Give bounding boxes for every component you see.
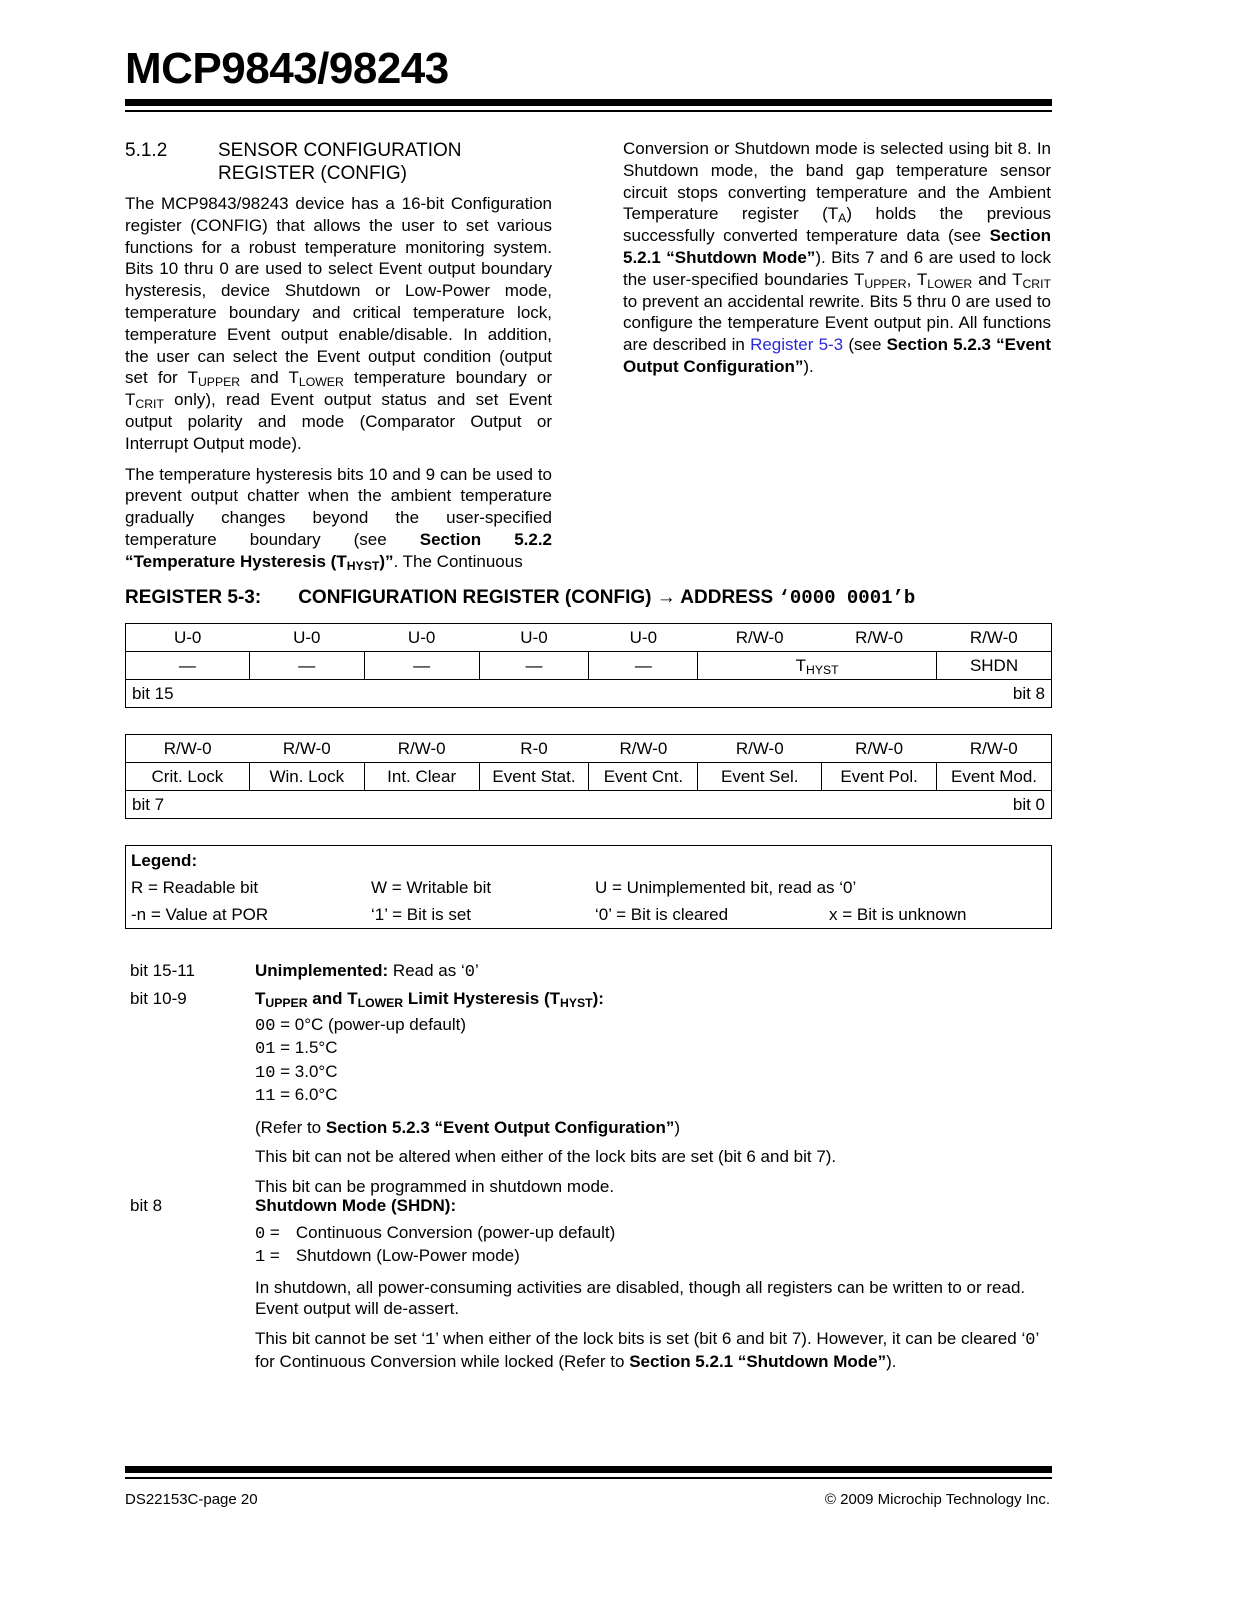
refer-note: (Refer to Section 5.2.3 “Event Output Configuration”) xyxy=(255,1117,681,1137)
bit-access: R/W-0 xyxy=(126,735,250,763)
option: 1 = Shutdown (Low-Power mode) xyxy=(255,1246,520,1267)
bit-access: R/W-0 xyxy=(589,735,698,763)
bit-description: Unimplemented: Read as ‘0’ xyxy=(255,961,479,982)
header-rule-thick xyxy=(125,99,1052,106)
bit-name: Event Stat. xyxy=(479,763,589,791)
register-address: ‘0000 0001’b xyxy=(778,587,916,609)
bit-access: R/W-0 xyxy=(822,735,937,763)
bit-name: Crit. Lock xyxy=(126,763,250,791)
note: In shutdown, all power-consuming activities are disabled, though all registers can be written to or read. Event output will de-assert. xyxy=(255,1277,1026,1318)
bit-name: Event Mod. xyxy=(937,763,1052,791)
option: 11 = 6.0°C xyxy=(255,1085,338,1106)
bit-access: U-0 xyxy=(479,624,589,652)
legend-item: -n = Value at POR xyxy=(131,905,269,924)
bit-name: — xyxy=(249,652,364,680)
section-title-line1: SENSOR CONFIGURATION xyxy=(218,140,462,161)
bit-access: R/W-0 xyxy=(937,624,1052,652)
bit-name-shdn: SHDN xyxy=(937,652,1052,680)
option-list xyxy=(255,1222,1050,1269)
bit-description xyxy=(255,988,1050,1197)
bit-range-end: bit 8 xyxy=(589,680,1052,708)
legend-item: x = Bit is unknown xyxy=(829,905,967,924)
section-title xyxy=(218,139,462,185)
bit-label: bit 15-11 xyxy=(130,961,195,980)
bit-label: bit 10-9 xyxy=(130,989,187,1008)
legend-item: ‘0’ = Bit is cleared xyxy=(595,905,729,924)
paragraph: The MCP9843/98243 device has a 16-bit Configuration register (CONFIG) that allows the user to set various functions for a robust temperature monitoring system. Bits 10 thru 0 are used to select Event output boundary hysteresis, device Shutdown or Low-Power mode, temperature boundary and critical temperature lock, temperature Event output enable/disable. In addition, the user can select the Event output condition (output set for $T_{UPPER}$ and $T_{LOWER}$ temperature boundary or $T_{CRIT}$ only), read Event output status and set Event output polarity and mode (Comparator Output or Interrupt Output mode). xyxy=(125,194,552,453)
option: 0 = Continuous Conversion (power-up default) xyxy=(255,1222,616,1244)
footer-page-number: DS22153C-page 20 xyxy=(125,1491,258,1508)
footer-rule-thick xyxy=(125,1466,1052,1473)
bit-range-start: bit 15 xyxy=(126,680,589,708)
register-high-byte xyxy=(125,623,1052,708)
bit-name: — xyxy=(126,652,250,680)
bit-access: R/W-0 xyxy=(698,624,822,652)
legend-box xyxy=(125,845,1052,929)
footer-rule-thin xyxy=(125,1477,1052,1479)
bit-access: U-0 xyxy=(364,624,479,652)
legend-item: W = Writable bit xyxy=(371,878,492,897)
option: 10 = 3.0°C xyxy=(255,1061,338,1083)
bit-name: — xyxy=(589,652,698,680)
bit-access: R/W-0 xyxy=(937,735,1052,763)
bit-access: R/W-0 xyxy=(364,735,479,763)
register-5-3-link[interactable]: Register 5-3 xyxy=(750,335,844,355)
bit-description-title: $T_{UPPER}$ and $T_{LOWER}$ Limit Hysteresis $(T_{HYST})$: xyxy=(255,989,604,1011)
legend-item: ‘1’ = Bit is set xyxy=(371,905,471,924)
register-label: REGISTER 5-3: xyxy=(125,587,262,608)
legend-title: Legend: xyxy=(131,851,198,870)
register-name: CONFIGURATION REGISTER (CONFIG) → ADDRESS xyxy=(298,587,779,608)
section-title-line2: REGISTER (CONFIG) xyxy=(218,163,407,184)
bit-range-start: bit 7 xyxy=(126,791,589,819)
bit-name: — xyxy=(364,652,479,680)
bit-name-thyst: $T_{HYST}$ xyxy=(698,652,937,680)
bit-description-title: Shutdown Mode (SHDN): xyxy=(255,1196,457,1215)
header-rule-thin xyxy=(125,110,1052,112)
note: This bit cannot be set ‘1’ when either of the lock bits is set (bit 6 and bit 7). However, it can be cleared ‘0’ for Continuous Conversion while locked (Refer to Section 5.2.1 “Shutdown Mode”). xyxy=(255,1328,1039,1371)
register-low-byte xyxy=(125,734,1052,819)
register-title xyxy=(125,587,915,609)
bit-range-end: bit 0 xyxy=(589,791,1052,819)
note: This bit can not be altered when either of the lock bits are set (bit 6 and bit 7). xyxy=(255,1147,837,1166)
bit-name: Event Cnt. xyxy=(589,763,698,791)
note: This bit can be programmed in shutdown mode. xyxy=(255,1176,615,1196)
bit-access: R/W-0 xyxy=(698,735,822,763)
legend-item: R = Readable bit xyxy=(131,878,259,897)
bit-name: Int. Clear xyxy=(364,763,479,791)
bit-access: R/W-0 xyxy=(822,624,937,652)
paragraph: Conversion or Shutdown mode is selected using bit 8. In Shutdown mode, the band gap temperature sensor circuit stops converting temperature and the Ambient Temperature register $(T_A)$ holds the previous successfully converted temperature data (see Section 5.2.1 “Shutdown Mode”). Bits 7 and 6 are used to lock the user-specified boundaries $T_{UPPER}$, $T_{LOWER}$ and $T_{CRIT}$ to prevent an accidental rewrite. Bits 5 thru 0 are used to configure the temperature Event output pin. All functions are described in Register 5-3 (see Section 5.2.3 “Event Output Configuration”). xyxy=(623,139,1051,376)
bit-name: Event Pol. xyxy=(822,763,937,791)
option: 01 = 1.5°C xyxy=(255,1038,338,1059)
right-column-text xyxy=(623,138,1051,387)
bit-access: R/W-0 xyxy=(249,735,364,763)
bit-name: — xyxy=(479,652,589,680)
section-number: 5.1.2 xyxy=(125,140,168,161)
option: 00 = 0°C (power-up default) xyxy=(255,1014,466,1036)
bit-access: U-0 xyxy=(126,624,250,652)
bit-access: U-0 xyxy=(249,624,364,652)
document-title: MCP9843/98243 xyxy=(125,44,449,93)
footer-copyright: © 2009 Microchip Technology Inc. xyxy=(824,1491,1050,1508)
bit-label: bit 8 xyxy=(130,1196,163,1215)
bit-description xyxy=(255,1195,1050,1373)
bit-access: U-0 xyxy=(589,624,698,652)
bit-access: R-0 xyxy=(479,735,589,763)
bit-name: Event Sel. xyxy=(698,763,822,791)
paragraph: The temperature hysteresis bits 10 and 9 can be used to prevent output chatter when the ambient temperature gradually changes beyond the user-specified temperature boundary (see Section 5.2.2 “Temperature Hysteresis $(T_{HYST})$”. The Continuous xyxy=(125,464,553,573)
legend-item: U = Unimplemented bit, read as ‘0’ xyxy=(595,878,857,897)
option-list xyxy=(255,1014,1050,1108)
left-column-text xyxy=(125,193,552,582)
bit-name: Win. Lock xyxy=(249,763,364,791)
